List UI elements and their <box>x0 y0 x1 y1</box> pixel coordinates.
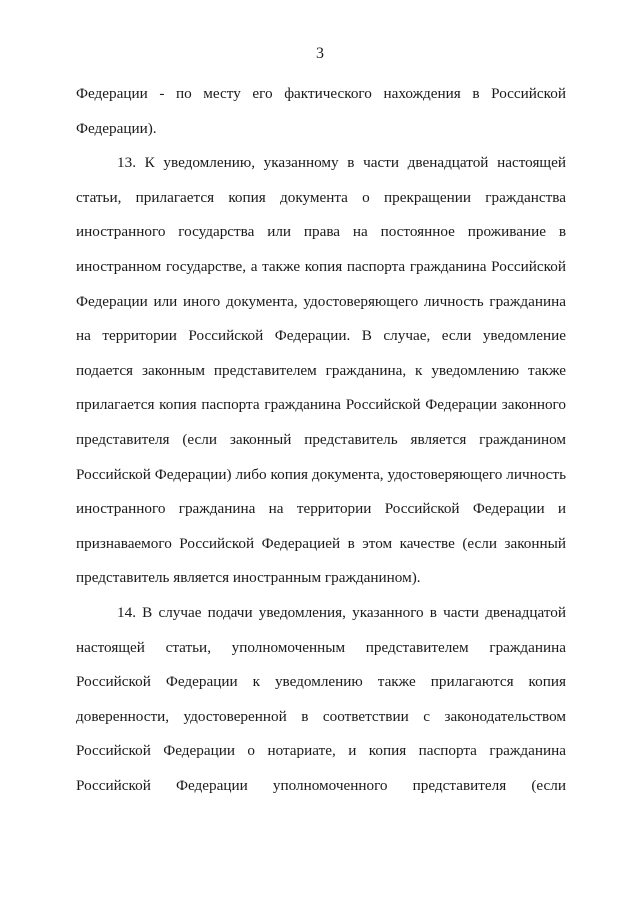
text-line: Федерации или иного документа, удостоверяющего личность гражданина <box>76 292 566 310</box>
text-line: иностранного гражданина на территории Российской Федерации и <box>76 500 566 518</box>
page-number: 3 <box>316 45 324 62</box>
text-line: Федерации - по месту его фактического нахождения в Российской <box>76 85 566 102</box>
text-line: представитель является иностранным гражданином). <box>76 569 421 587</box>
text-line: Российской Федерации) либо копия документа, удостоверяющего личность <box>76 465 566 483</box>
text-line: Российской Федерации уполномоченного представителя (если <box>76 776 566 794</box>
text-line: статьи, прилагается копия документа о прекращении гражданства <box>76 188 566 206</box>
text-line: прилагается копия паспорта гражданина Российской Федерации законного <box>76 396 566 414</box>
text-line: на территории Российской Федерации. В случае, если уведомление <box>76 327 566 345</box>
document-body <box>76 77 566 803</box>
text-line: Федерации). <box>76 119 157 137</box>
text-line: Российской Федерации к уведомлению также прилагаются копия <box>76 673 566 691</box>
text-line: иностранного государства или права на постоянное проживание в <box>76 223 566 241</box>
text-line: признаваемого Российской Федерацией в этом качестве (если законный <box>76 534 566 552</box>
text-line: настоящей статьи, уполномоченным представителем гражданина <box>76 638 566 656</box>
text-line: представителя (если законный представитель является гражданином <box>76 430 566 448</box>
text-line: иностранном государстве, а также копия паспорта гражданина Российской <box>76 257 566 275</box>
text-line: доверенности, удостоверенной в соответствии с законодательством <box>76 707 566 725</box>
paragraph-13-start: 13. К уведомлению, указанному в части двенадцатой настоящей <box>117 154 566 172</box>
paragraph-14-start: 14. В случае подачи уведомления, указанного в части двенадцатой <box>117 603 566 621</box>
text-line: Российской Федерации о нотариате, и копия паспорта гражданина <box>76 742 566 760</box>
text-line: подается законным представителем гражданина, к уведомлению также <box>76 361 566 379</box>
